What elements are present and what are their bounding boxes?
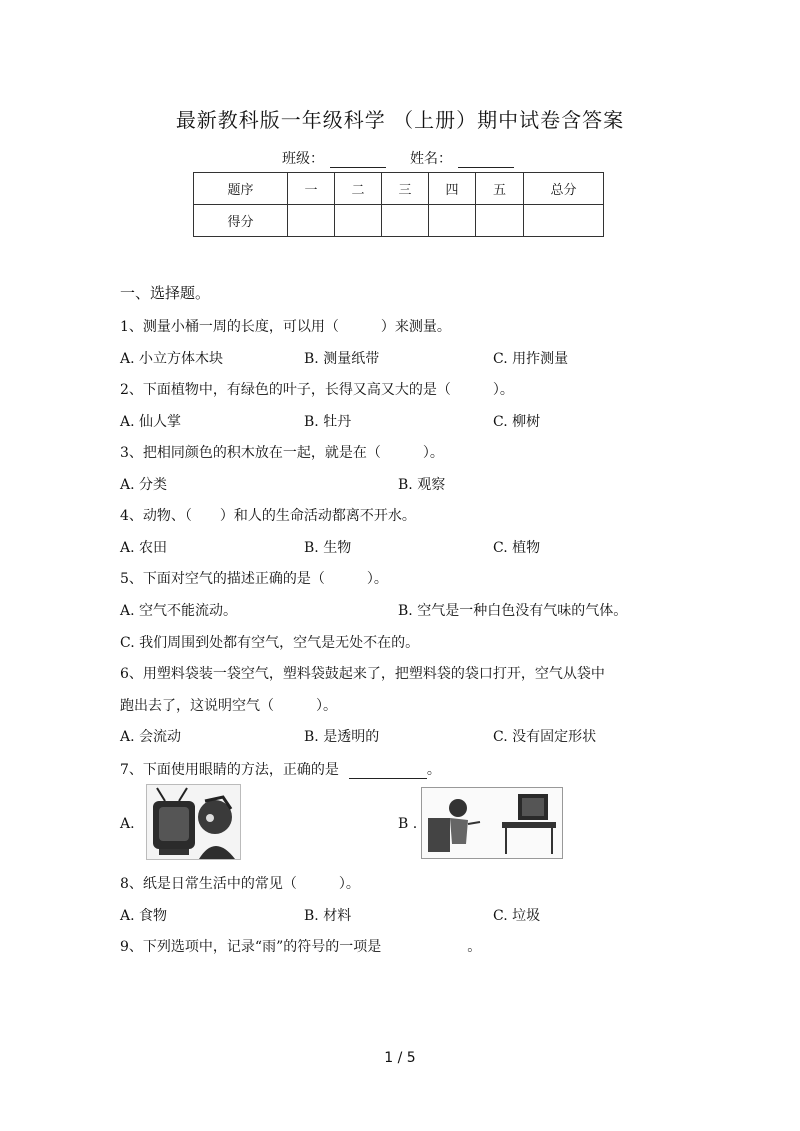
q2-option-c[interactable]: C. 柳树	[493, 414, 541, 430]
q1-option-a[interactable]: A. 小立方体木块	[120, 351, 224, 367]
score-table-header-row	[194, 173, 604, 205]
q6-option-b[interactable]: B. 是透明的	[304, 729, 380, 745]
score-header-cell: 二	[335, 173, 382, 205]
question-6-stem-line-2: 跑出去了，这说明空气（ ）。	[120, 698, 337, 714]
score-cell[interactable]	[429, 205, 476, 237]
question-3-stem: 3、把相同颜色的积木放在一起，就是在（ ）。	[120, 445, 444, 461]
score-header-cell: 三	[382, 173, 429, 205]
score-header-cell: 题序	[194, 173, 288, 205]
q6-option-c[interactable]: C. 没有固定形状	[493, 729, 597, 745]
q4-option-b[interactable]: B. 生物	[304, 540, 352, 556]
tv-proper-distance-image[interactable]	[421, 787, 563, 859]
class-field	[282, 148, 386, 168]
q7-answer-blank[interactable]	[349, 778, 427, 779]
question-7-stem-text: 7、下面使用眼睛的方法，正确的是	[120, 762, 339, 778]
score-cell[interactable]	[524, 205, 604, 237]
question-9-stem-text: 9、下列选项中，记录“雨”的符号的一项是	[120, 939, 382, 955]
score-cell[interactable]	[476, 205, 524, 237]
score-table	[193, 172, 604, 237]
q3-option-b[interactable]: B. 观察	[398, 477, 446, 493]
tv-too-close-image[interactable]	[146, 784, 241, 860]
q8-option-b[interactable]: B. 材料	[304, 908, 352, 924]
score-row-label: 得分	[194, 205, 288, 237]
q3-option-a[interactable]: A. 分类	[120, 477, 168, 493]
tv-too-close-icon	[147, 785, 240, 859]
class-label: 班级：	[282, 151, 324, 167]
q6-option-a[interactable]: A. 会流动	[120, 729, 182, 745]
q4-option-c[interactable]: C. 植物	[493, 540, 541, 556]
name-field	[410, 148, 514, 168]
question-4-stem: 4、动物、（ ）和人的生命活动都离不开水。	[120, 508, 416, 524]
question-9-end: 。	[467, 939, 482, 955]
question-6-stem-line-1: 6、用塑料袋装一袋空气，塑料袋鼓起来了，把塑料袋的袋口打开，空气从袋中	[120, 666, 605, 682]
q7-option-a[interactable]: A.	[120, 816, 135, 832]
tv-proper-distance-icon	[422, 788, 562, 858]
score-cell[interactable]	[288, 205, 335, 237]
score-cell[interactable]	[335, 205, 382, 237]
q5-option-b[interactable]: B. 空气是一种白色没有气味的气体。	[398, 603, 628, 619]
q2-option-a[interactable]: A. 仙人掌	[120, 414, 182, 430]
q1-option-c[interactable]: C. 用拃测量	[493, 351, 569, 367]
q4-option-a[interactable]: A. 农田	[120, 540, 168, 556]
question-5-stem: 5、下面对空气的描述正确的是（ ）。	[120, 571, 388, 587]
question-8-stem: 8、纸是日常生活中的常见（ ）。	[120, 876, 360, 892]
question-2-stem: 2、下面植物中，有绿色的叶子，长得又高又大的是（ ）。	[120, 382, 514, 398]
score-header-cell: 总分	[524, 173, 604, 205]
question-1-stem: 1、测量小桶一周的长度，可以用（ ）来测量。	[120, 319, 451, 335]
question-7-end: 。	[426, 762, 441, 778]
class-blank[interactable]	[330, 167, 386, 168]
section-heading: 一、选择题。	[120, 284, 211, 302]
page-title: 最新教科版一年级科学 （上册）期中试卷含答案	[175, 108, 625, 132]
q5-option-c[interactable]: C. 我们周围到处都有空气，空气是无处不在的。	[120, 635, 420, 651]
page-number: 1 / 5	[384, 1050, 416, 1066]
name-label: 姓名：	[410, 151, 452, 167]
q2-option-b[interactable]: B. 牡丹	[304, 414, 352, 430]
score-cell[interactable]	[382, 205, 429, 237]
score-header-cell: 五	[476, 173, 524, 205]
score-header-cell: 一	[288, 173, 335, 205]
q8-option-a[interactable]: A. 食物	[120, 908, 168, 924]
q7-option-b[interactable]: B .	[398, 816, 418, 832]
score-table-score-row	[194, 205, 604, 237]
question-7-stem	[120, 759, 441, 779]
q5-option-a[interactable]: A. 空气不能流动。	[120, 603, 238, 619]
question-9-stem	[120, 936, 481, 956]
name-blank[interactable]	[458, 167, 514, 168]
q1-option-b[interactable]: B. 测量纸带	[304, 351, 380, 367]
score-header-cell: 四	[429, 173, 476, 205]
q8-option-c[interactable]: C. 垃圾	[493, 908, 541, 924]
